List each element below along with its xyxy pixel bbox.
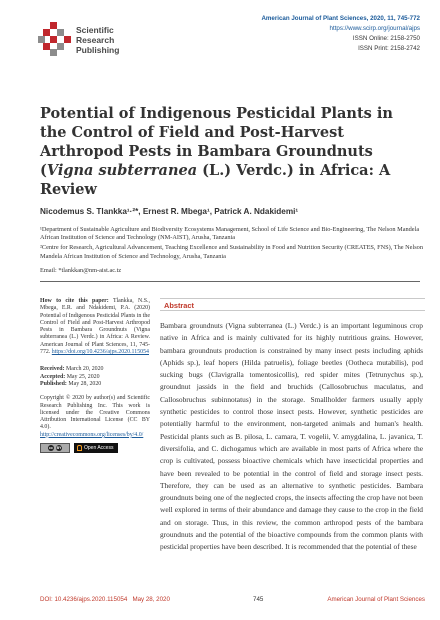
affiliation: ¹Department of Sustainable Agriculture and Biodiversity Ecosystems Management, School of Life Science and Bio-Engineering, The Nelson Mandela African Institution of Science and Technology (NM-AIST), Arusha, Tanzania: [40, 226, 420, 242]
footer-doi: DOI: 10.4236/ajps.2020.115054: [40, 596, 128, 603]
footer-doi-date: [40, 596, 170, 603]
article-sidebar: [40, 298, 150, 453]
citation: [40, 298, 150, 356]
publisher-name: [76, 25, 119, 55]
page-footer: [40, 596, 425, 606]
open-access-badge[interactable]: [74, 443, 118, 453]
abstract-heading: Abstract: [160, 298, 425, 311]
cite-text: Tlankka, N.S., Mbega, E.R. and Ndakidemi, P.A. (2020) Potential of Indigenous Pesticidal Plants in the Control of Field and Post-Harvest Arthropod Pests in Bambara Groundnuts (Vigna subterranea (L.) Verdc.) in Africa: A Review. American Journal of Plant Sciences, 11, 745-772.: [40, 298, 150, 356]
publisher-line: Scientific: [76, 25, 114, 35]
published-label: Published:: [40, 380, 67, 387]
license-badges: [40, 443, 150, 453]
accepted-label: Accepted:: [40, 373, 66, 380]
issn-print: ISSN Print: 2158-2742: [358, 45, 420, 52]
abstract-section: [160, 298, 425, 590]
footer-journal: American Journal of Plant Sciences: [327, 596, 425, 603]
affiliation: ²Centre for Research, Agricultural Advancement, Teaching Excellence and Sustainability in Food and Nutrition Security (CREATES, FNS), The Nelson Mandela African Institution of Science and Technology, Arusha, Tanzania: [40, 244, 423, 260]
journal-info: [261, 14, 420, 54]
title-part: Potential of Indigenous Pesticidal Plants in the Control of Field and Post-Harvest Arthropod Pests in Bambara Groundnuts (: [40, 105, 393, 179]
license: [40, 395, 150, 439]
affiliations: [40, 226, 425, 263]
journal-name: American Journal of Plant Sciences, 2020, 11, 745-772: [261, 15, 420, 22]
published-value: May 28, 2020: [68, 380, 102, 387]
divider: [40, 281, 420, 282]
authors: Nicodemus S. Tlankka¹·²*, Ernest R. Mbega¹, Patrick A. Ndakidemi¹: [40, 207, 299, 216]
received-label: Received:: [40, 366, 65, 373]
received-value: March 20, 2020: [66, 366, 104, 373]
cc-icon: cc: [49, 446, 53, 451]
accepted-date: [40, 374, 150, 381]
by-icon: BY: [56, 446, 62, 451]
scirp-logo-icon: [38, 22, 72, 56]
article-title: [40, 104, 420, 199]
abstract-body: Bambara groundnuts (Vigna subterranea (L.) Verdc.) is an important leguminous crop native in Africa and is mainly cultivated for its highly nutritious grains. However, bambara groundnuts production is constrained by many insect pests including aphids (Aphids sp.), leaf hopers (Hilda patruelis), foliage beetles (Ootheca mutabilis), pod sucking bugs (Clavigralla tomentosicollis), red spider mites (Tetrunychus sp.), groundnut jassids in the field and bruchids (Callosobruchus maculatus, and Callosobruchus subinnotatus) in the storage. Smallholder farmers usually apply synthetic pesticides to control those insect pests. However, synthetic pesticides are potentially harmful to the environment, non-targeted animals and human's health. Pesticidal plants such as B. pilosa, L. camara, T. vogelii, V. amygdalina, L. javanica, T. diversifolia, and C. dichogamus which are available in most parts of Africa where the crop is cultivated, possess bioactive chemicals which have insecticidal properties and have been revealed to be potential in the control of field and storage insect pests. Therefore, they can be used as an alternative to synthetic pesticides. Bambara groundnuts being one of the neglected crops, the insects affecting the crop have not been well explored in terms of their abundance and damage they cause to the crop in the field and on storage. Thus, in this review, the common arthropod pests of the bambara groundnuts and the potential of the bioactive compounds from the common plants with pesticidal properties have been described. It is recommended that the potential of these: [160, 321, 423, 552]
open-access-label: Open Access: [84, 445, 114, 452]
license-link[interactable]: http://creativecommons.org/licenses/by/4.0/: [40, 431, 144, 438]
published-date: [40, 381, 150, 388]
title-species: Vigna subterranea: [46, 162, 198, 179]
issn-online: ISSN Online: 2158-2750: [352, 35, 420, 42]
corresponding-email[interactable]: Email: *tlankkan@nm-aist.ac.tz: [40, 267, 122, 274]
page-header: [20, 12, 420, 76]
publisher-line: Publishing: [76, 45, 120, 55]
footer-date: May 28, 2020: [132, 596, 170, 603]
title-part: (L.) Verdc.) in Africa: A Review: [40, 162, 391, 198]
cite-label: How to cite this paper:: [40, 298, 109, 304]
license-text: Copyright © 2020 by author(s) and Scientific Research Publishing Inc. This work is licensed under the Creative Commons Attribution International License (CC BY 4.0).: [40, 395, 150, 431]
open-lock-icon: [77, 445, 82, 451]
page-number: 745: [253, 596, 264, 603]
journal-url-link[interactable]: https://www.scirp.org/journal/ajps: [329, 25, 420, 32]
doi-link[interactable]: https://doi.org/10.4236/ajps.2020.115054: [51, 349, 149, 356]
accepted-value: May 25, 2020: [66, 373, 100, 380]
article-dates: [40, 366, 150, 388]
received-date: [40, 366, 150, 373]
publisher-line: Research: [76, 35, 115, 45]
cc-by-badge[interactable]: [40, 443, 70, 453]
publisher-logo[interactable]: [38, 18, 158, 70]
